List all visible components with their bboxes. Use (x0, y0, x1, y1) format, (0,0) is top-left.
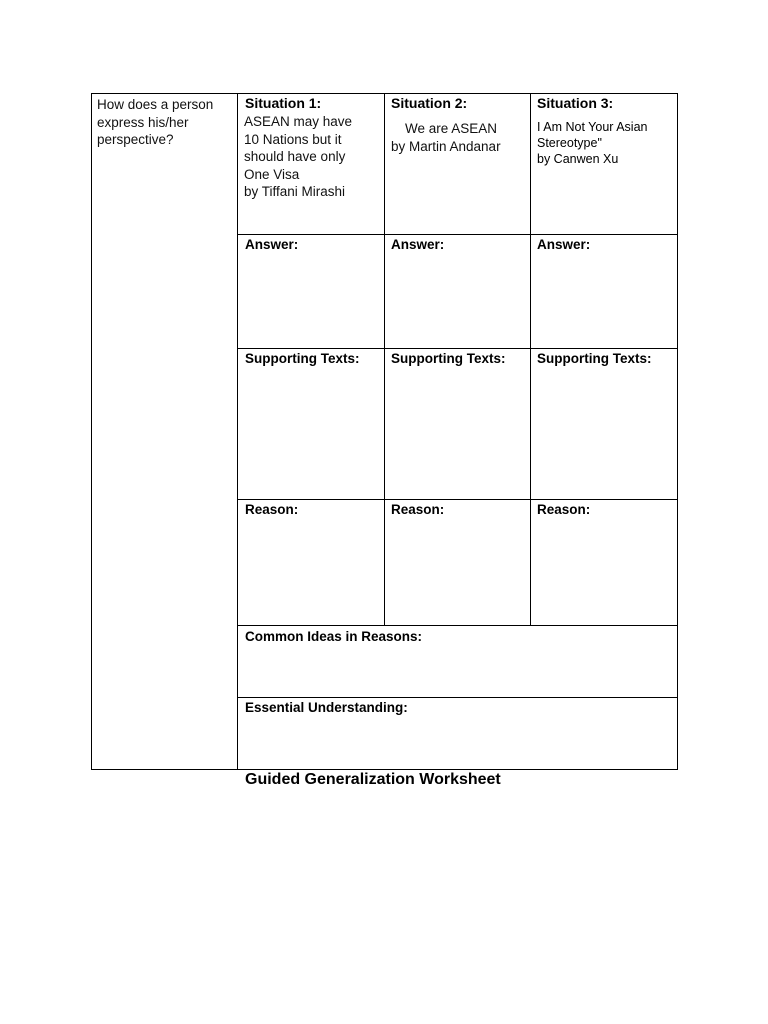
situation-2-header: Situation 2: (391, 95, 468, 111)
situation-1-line-3: should have only (244, 149, 346, 164)
reason-label-3: Reason: (537, 502, 591, 517)
answer-label-2: Answer: (391, 237, 445, 252)
reason-label-1: Reason: (245, 502, 299, 517)
reason-cell-2[interactable] (384, 499, 531, 626)
reason-cell-3[interactable] (530, 499, 678, 626)
situation-3-line-3: by Canwen Xu (537, 152, 619, 166)
situation-1-line-5: by Tiffani Mirashi (244, 184, 346, 199)
reason-label-2: Reason: (391, 502, 445, 517)
question-line-1: How does a person (97, 97, 214, 112)
supporting-cell-3[interactable] (530, 348, 678, 500)
supporting-cell-1[interactable] (237, 348, 385, 500)
common-ideas-label: Common Ideas in Reasons: (245, 629, 423, 644)
answer-label-3: Answer: (537, 237, 591, 252)
question-line-2: express his/her (97, 114, 189, 130)
situation-2-cell (384, 93, 531, 235)
supporting-label-1: Supporting Texts: (245, 351, 360, 366)
situation-1-line-2: 10 Nations but it (244, 131, 342, 147)
situation-1-line-4: One Visa (244, 166, 300, 182)
reason-cell-1[interactable] (237, 499, 385, 626)
question-cell (91, 93, 238, 770)
supporting-label-3: Supporting Texts: (537, 351, 652, 366)
situation-1-header: Situation 1: (245, 95, 322, 111)
question-line-3: perspective? (97, 132, 174, 147)
supporting-label-2: Supporting Texts: (391, 351, 506, 366)
situation-1-line-1: ASEAN may have (244, 114, 353, 129)
situation-2-line-2: by Martin Andanar (391, 139, 501, 154)
situation-2-line-1: We are ASEAN (405, 121, 498, 136)
answer-label-1: Answer: (245, 237, 299, 252)
situation-3-line-2: Stereotype" (537, 136, 602, 150)
situation-3-line-1: I Am Not Your Asian (537, 120, 648, 134)
supporting-cell-2[interactable] (384, 348, 531, 500)
essential-understanding-label: Essential Understanding: (245, 700, 408, 715)
situation-3-header: Situation 3: (537, 95, 614, 111)
worksheet-caption: Guided Generalization Worksheet (245, 771, 501, 788)
